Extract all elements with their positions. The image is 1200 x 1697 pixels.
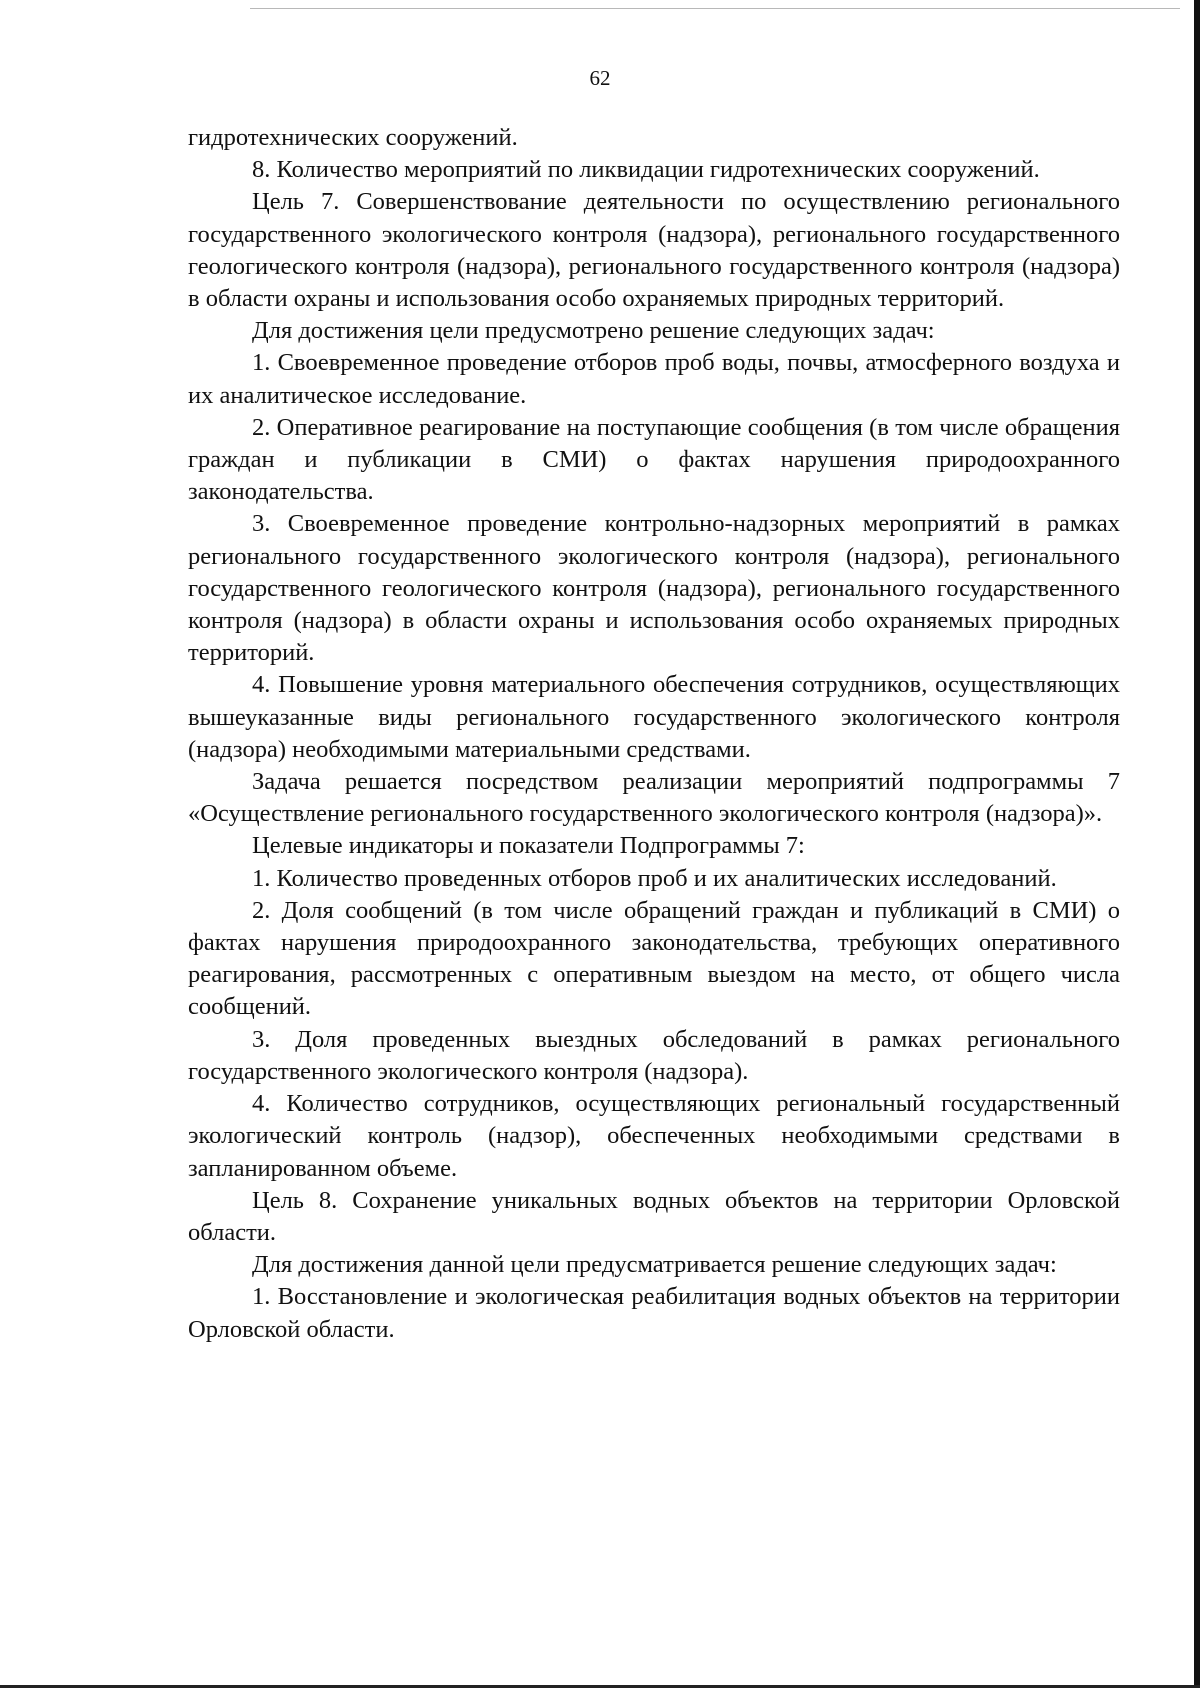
scan-right-border [1194, 0, 1200, 1697]
paragraph: 1. Восстановление и экологическая реабилитация водных объектов на территории Орловской области. [188, 1283, 1120, 1343]
paragraph: 1. Своевременное проведение отборов проб воды, почвы, атмосферного воздуха и их аналитическое исследование. [188, 349, 1120, 409]
paragraph: Для достижения цели предусмотрено решение следующих задач: [252, 317, 935, 345]
page-number: 62 [589, 66, 611, 90]
paragraph: 2. Оперативное реагирование на поступающие сообщения (в том числе обращения граждан и публикации в СМИ) о фактах нарушения природоохранного законодательства. [188, 413, 1120, 506]
paragraph: 3. Своевременное проведение контрольно-надзорных мероприятий в рамках регионального государственного экологического контроля (надзора), регионального государственного геологического контроля (надзора), регионального государственного контроля (надзора) в области охраны и использования особо охраняемых природных территорий. [188, 510, 1120, 667]
document-body [188, 122, 1120, 1346]
scan-bottom-border [0, 1685, 1200, 1697]
paragraph: гидротехнических сооружений. [188, 124, 518, 151]
paragraph: Целевые индикаторы и показатели Подпрограммы 7: [252, 832, 805, 860]
paragraph: Для достижения данной цели предусматривается решение следующих задач: [252, 1251, 1057, 1279]
paragraph: Цель 8. Сохранение уникальных водных объектов на территории Орловской области. [188, 1186, 1120, 1246]
paragraph: 4. Количество сотрудников, осуществляющих региональный государственный экологический контроль (надзор), обеспеченных необходимыми средствами в запланированном объеме. [188, 1090, 1120, 1182]
scan-top-border [250, 8, 1180, 9]
paragraph: 8. Количество мероприятий по ликвидации гидротехнических сооружений. [252, 156, 1040, 184]
paragraph: Задача решается посредством реализации мероприятий подпрограммы 7 «Осуществление регионального государственного экологического контроля (надзора)». [188, 768, 1120, 828]
paragraph: 1. Количество проведенных отборов проб и их аналитических исследований. [252, 864, 1057, 892]
paragraph: Цель 7. Совершенствование деятельности по осуществлению регионального государственного экологического контроля (надзора), регионального государственного геологического контроля (надзора), регионального государственного контроля (надзора) в области охраны и использования особо охраняемых природных территорий. [188, 188, 1120, 313]
paragraph: 4. Повышение уровня материального обеспечения сотрудников, осуществляющих вышеуказанные виды регионального государственного экологического контроля (надзора) необходимыми материальными средствами. [188, 671, 1120, 763]
paragraph: 2. Доля сообщений (в том числе обращений граждан и публикаций в СМИ) о фактах нарушения природоохранного законодательства, требующих оперативного реагирования, рассмотренных с оперативным выездом на место, от общего числа сообщений. [188, 896, 1120, 1021]
paragraph: 3. Доля проведенных выездных обследований в рамках регионального государственного экологического контроля (надзора). [188, 1025, 1120, 1085]
